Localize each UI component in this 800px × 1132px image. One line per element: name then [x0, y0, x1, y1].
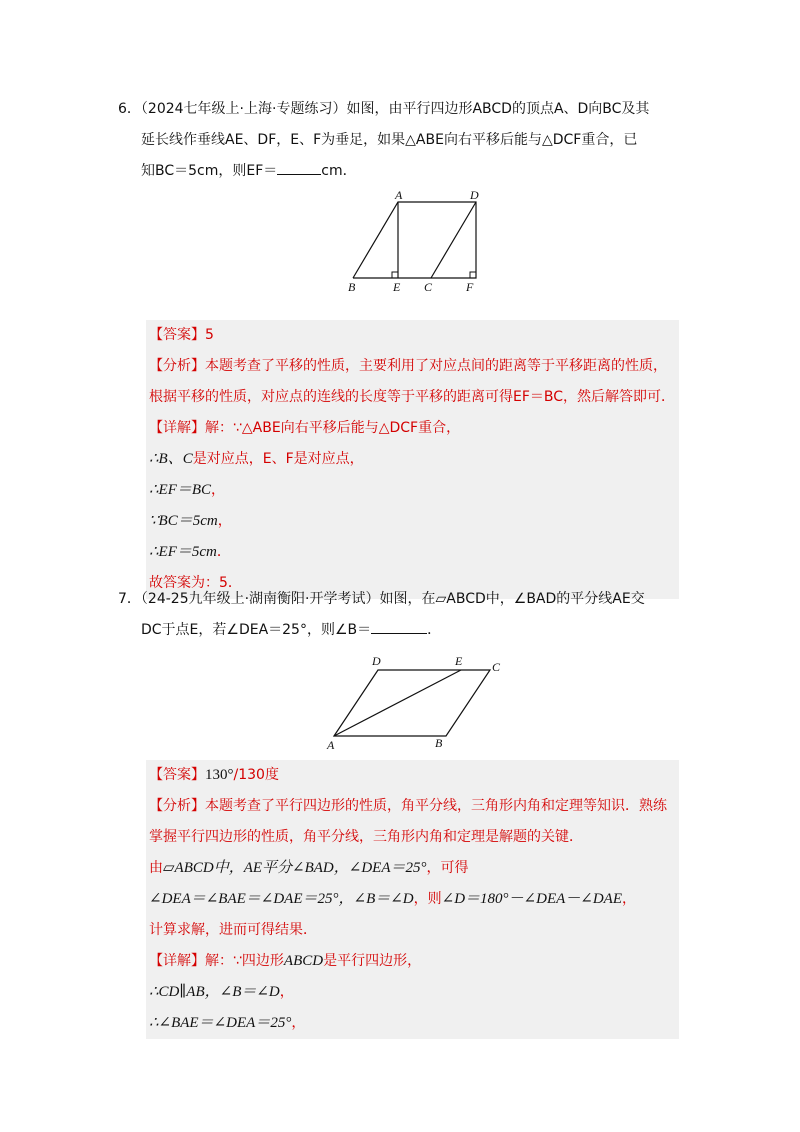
- question-7: [118, 584, 683, 646]
- label-d: D: [372, 654, 381, 668]
- analysis-line-3: 由▱ABCD中，AE平分∠BAD，∠DEA＝25°，可得: [149, 860, 469, 876]
- segment-dc: [431, 202, 476, 278]
- label-c: C: [492, 660, 501, 674]
- question-7-line-1: [118, 584, 683, 615]
- parallelogram-outline: [334, 670, 490, 736]
- label-f: F: [466, 280, 474, 294]
- answer-line: 【答案】130°/130度: [149, 767, 279, 783]
- label-a: A: [395, 188, 403, 202]
- label-b: B: [435, 736, 443, 750]
- answer-block-7: [146, 760, 679, 1039]
- figure-parallelogram-abcd-q6: [340, 188, 490, 294]
- question-6: [118, 94, 683, 187]
- parallelogram-outline: [353, 202, 476, 278]
- right-angle-mark-e: [392, 272, 398, 278]
- detail-line-1: 【详解】解：∵△ABE向右平移后能与△DCF重合，: [149, 420, 461, 436]
- analysis-line-1: 【分析】本题考查了平移的性质，主要利用了对应点间的距离等于平移距离的性质，: [149, 358, 667, 374]
- question-text: 如图，在▱ABCD中，∠BAD的平分线AE交: [379, 591, 645, 607]
- answer-line: 【答案】5: [149, 327, 214, 343]
- analysis-line-1: 【分析】本题考查了平行四边形的性质，角平分线，三角形内角和定理等知识．熟练: [149, 798, 667, 814]
- answer-block-6: [146, 320, 679, 599]
- detail-line-3: ∴∠BAE＝∠DEA＝25°，: [149, 1015, 306, 1031]
- answer-blank: [371, 619, 427, 634]
- question-6-line-1: [118, 94, 683, 125]
- analysis-line-2: 掌握平行四边形的性质，角平分线，三角形内角和定理是解题的关键．: [149, 829, 583, 845]
- question-text: 如图，由平行四边形ABCD的顶点A、D向BC及其: [346, 101, 650, 117]
- question-7-line-2: DC于点E，若∠DEA＝25°，则∠B＝ ．: [118, 615, 683, 646]
- final-answer-line: 故答案为：5．: [149, 575, 242, 591]
- analysis-line-4: ∠DEA＝∠BAE＝∠DAE＝25°，∠B＝∠D，则∠D＝180°－∠DEA－∠DAE，: [149, 891, 636, 907]
- figure-parallelogram-abcd-q7: [320, 650, 510, 754]
- label-b: B: [348, 280, 356, 294]
- question-number: 7．: [118, 591, 141, 607]
- right-angle-mark-f: [470, 272, 476, 278]
- detail-line-1: 【详解】解：∵四边形ABCD是平行四边形，: [149, 953, 422, 969]
- detail-line-2: ∴CD∥AB，∠B＝∠D，: [149, 984, 294, 1000]
- answer-blank: [277, 160, 321, 175]
- question-number: 6．: [118, 101, 141, 117]
- analysis-line-2: 根据平移的性质，对应点的连线的长度等于平移的距离可得EF＝BC，然后解答即可．: [149, 389, 676, 405]
- question-source: （2024七年级上·上海·专题练习）: [140, 101, 347, 117]
- analysis-line-5: 计算求解，进而可得结果．: [149, 922, 317, 938]
- detail-line-3: ∴EF＝BC，: [149, 482, 226, 498]
- label-e: E: [393, 280, 401, 294]
- bisector-ae: [334, 670, 461, 736]
- detail-line-5: ∴EF＝5cm．: [149, 544, 231, 560]
- question-source: （24-25九年级上·湖南衡阳·开学考试）: [140, 591, 380, 607]
- question-6-line-2: 延长线作垂线AE、DF，E、F为垂足，如果△ABE向右平移后能与△DCF重合，已: [141, 132, 638, 148]
- label-c: C: [424, 280, 433, 294]
- label-d: D: [470, 188, 479, 202]
- label-e: E: [455, 654, 463, 668]
- question-6-line-3: 知BC＝5cm，则EF＝ cm．: [118, 156, 683, 187]
- label-a: A: [327, 738, 335, 752]
- detail-line-4: ∵BC＝5cm，: [149, 513, 232, 529]
- detail-line-2: ∴B、C是对应点，E、F是对应点，: [149, 451, 364, 467]
